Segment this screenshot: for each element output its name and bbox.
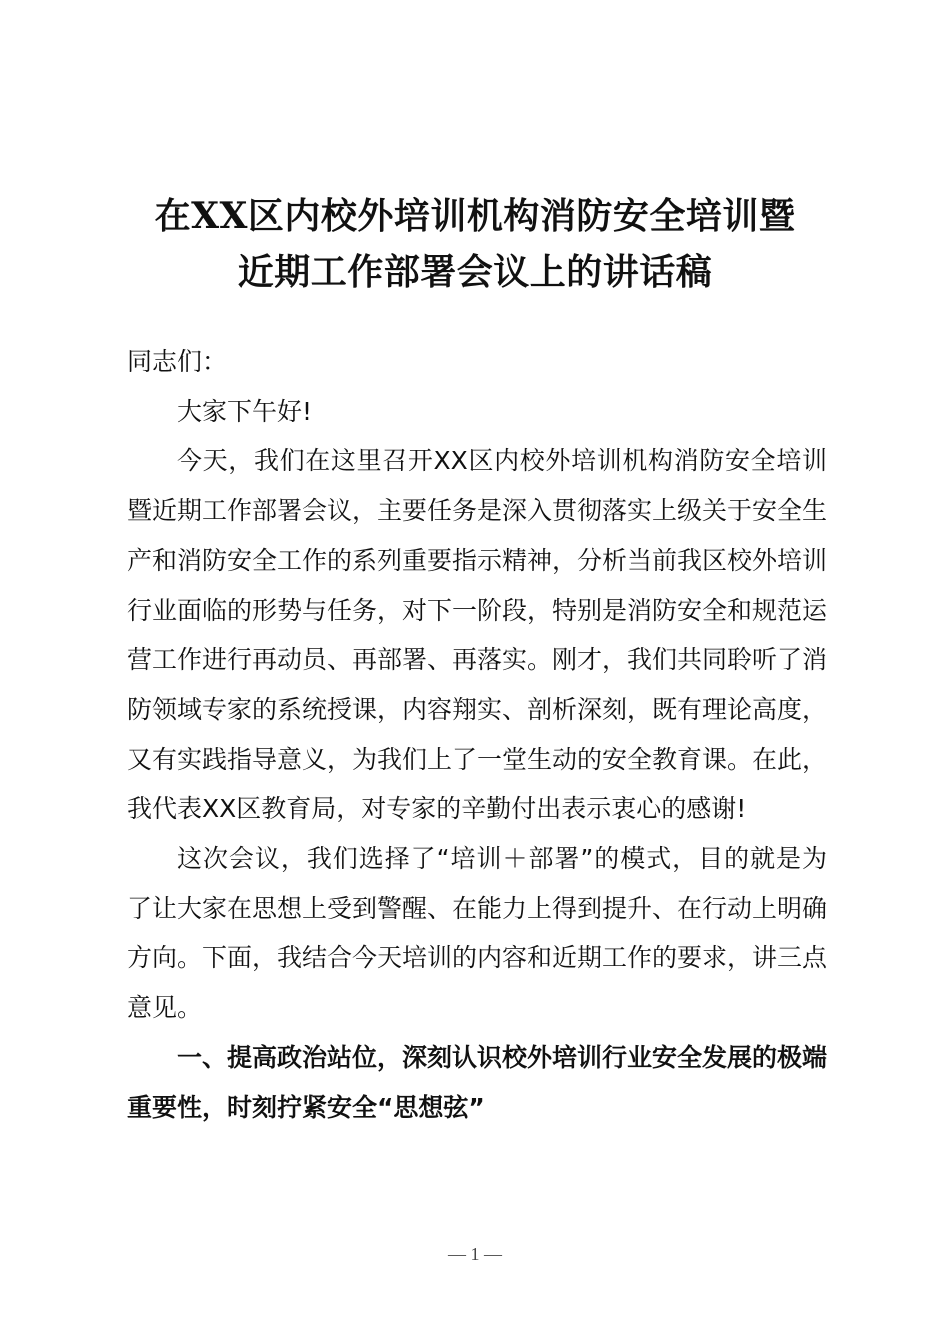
salutation: 同志们： xyxy=(127,347,228,376)
page-number: — 1 — xyxy=(448,1244,502,1264)
section-heading: 一、提高政治站位，深刻认识校外培训行业安全发展的极端重要性，时刻拧紧安全“思想弦” xyxy=(127,1042,828,1122)
document-title xyxy=(100,188,850,300)
greeting-paragraph: 大家下午好! xyxy=(177,396,313,426)
document-body xyxy=(127,337,827,1132)
title-line-1: 在XX区内校外培训机构消防安全培训暨 xyxy=(154,195,796,237)
intro-paragraph: 今天，我们在这里召开XX区内校外培训机构消防安全培训暨近期工作部署会议，主要任务是深入贯彻落实上级关于安全生产和消防安全工作的系列重要指示精神，分析当前我区校外培训行业面临的形势与任务，对下一阶段，特别是消防安全和规范运营工作进行再动员、再部署、再落实。刚才，我们共同聆听了消防领域专家的系统授课，内容翔实、剖析深刻，既有理论高度，又有实践指导意义，为我们上了一堂生动的安全教育课。在此，我代表XX区教育局，对专家的辛勤付出表示衷心的感谢! xyxy=(127,446,828,824)
purpose-paragraph: 这次会议，我们选择了“培训＋部署”的模式，目的就是为了让大家在思想上受到警醒、在能力上得到提升、在行动上明确方向。下面，我结合今天培训的内容和近期工作的要求，讲三点意见。 xyxy=(127,844,828,1023)
title-line-2: 近期工作部署会议上的讲话稿 xyxy=(237,251,713,293)
